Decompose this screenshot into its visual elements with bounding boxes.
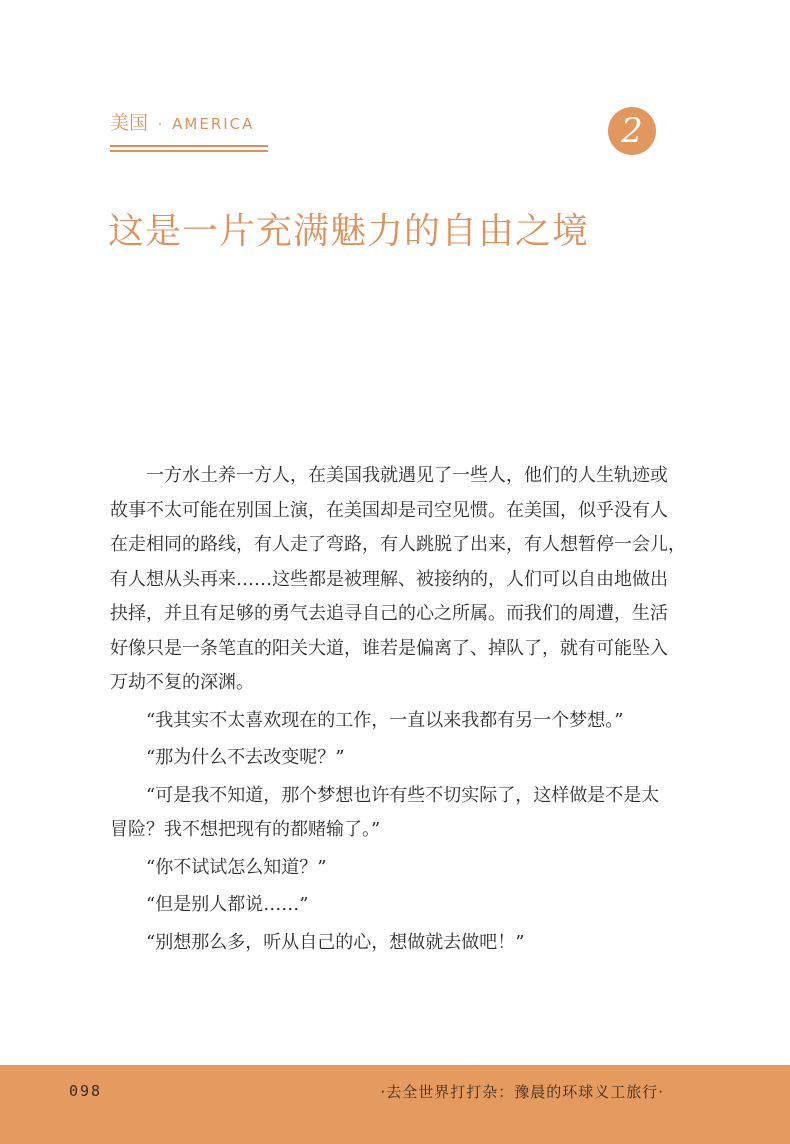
text-line: 在走相同的路线，有人走了弯路，有人跳脱了出来，有人想暂停一会儿， xyxy=(110,534,686,555)
text-line: 抉择，并且有足够的勇气去追寻自己的心之所属。而我们的周遭，生活 xyxy=(110,603,668,624)
text-line: 有人想从头再来……这些都是被理解、被接纳的，人们可以自由地做出 xyxy=(110,568,668,590)
chapter-title: 这是一片充满魅力的自由之境 xyxy=(108,211,590,252)
header-rule-bottom xyxy=(110,150,268,152)
page-number: 098 xyxy=(69,1082,103,1100)
text-line: 一方水土养一方人，在美国我就遇见了一些人，他们的人生轨迹或 xyxy=(146,465,668,486)
dialogue-line xyxy=(110,926,658,961)
section-header xyxy=(110,108,270,152)
dialogue-line xyxy=(110,851,658,886)
chapter-number-badge xyxy=(608,107,656,155)
section-name-cn: 美国 xyxy=(110,112,149,134)
text-line: “但是别人都说……” xyxy=(146,894,309,915)
text-line: “别想那么多，听从自己的心，想做就去做吧！” xyxy=(146,931,525,953)
page-footer xyxy=(0,1065,790,1144)
running-book-title: ·去全世界打打杂：豫晨的环球义工旅行· xyxy=(380,1083,664,1101)
body-text xyxy=(110,459,686,963)
chapter-number: 2 xyxy=(621,111,643,151)
section-label xyxy=(110,108,270,135)
dialogue-line xyxy=(110,704,658,739)
text-line: “那为什么不去改变呢？” xyxy=(146,747,345,768)
header-rule-top xyxy=(110,145,268,147)
dialogue-line xyxy=(110,741,658,776)
section-name-en: AMERICA xyxy=(172,115,255,133)
text-line: 故事不太可能在别国上演，在美国却是司空见惯。在美国，似乎没有人 xyxy=(110,499,668,521)
text-line: 好像只是一条笔直的阳关大道，谁若是偏离了、掉队了，就有可能坠入 xyxy=(110,637,668,659)
text-line: 冒险？我不想把现有的都赌输了。” xyxy=(110,819,381,840)
paragraph xyxy=(110,459,686,701)
text-line: 万劫不复的深渊。 xyxy=(110,672,254,693)
text-line: “你不试试怎么知道？” xyxy=(146,856,327,878)
dialogue-line xyxy=(110,779,658,848)
text-line: “我其实不太喜欢现在的工作，一直以来我都有另一个梦想。” xyxy=(146,709,624,731)
section-separator: · xyxy=(158,118,163,133)
text-line: “可是我不知道，那个梦想也许有些不切实际了，这样做是不是太 xyxy=(146,784,660,806)
dialogue-line xyxy=(110,888,658,923)
